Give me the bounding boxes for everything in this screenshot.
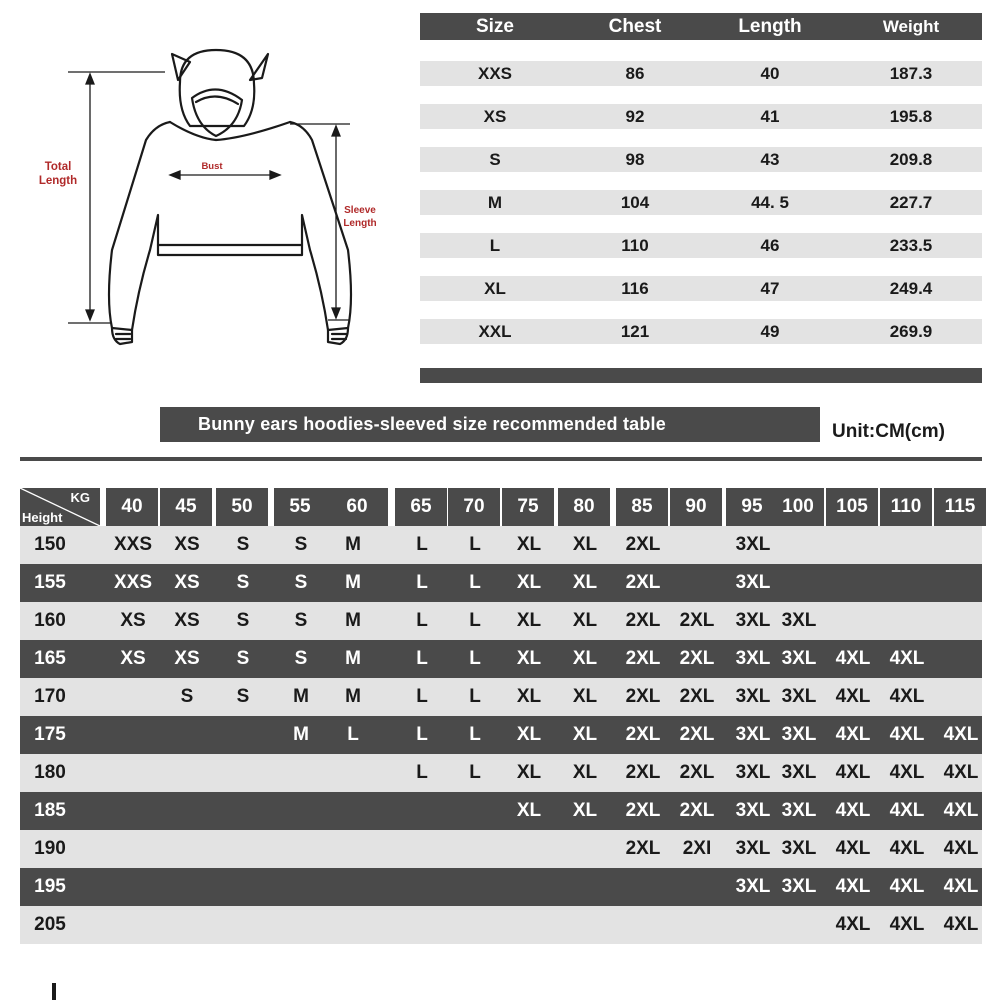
size-recommendation-cell: M [345, 572, 361, 593]
size-cell-length: 49 [760, 321, 780, 341]
size-recommendation-cell: 3XL [781, 762, 817, 783]
size-cell-weight: 227.7 [889, 192, 933, 212]
height-cell: 180 [34, 762, 66, 783]
size-cell-chest: 104 [620, 192, 650, 212]
size-recommendation-cell: 3XL [735, 838, 771, 859]
size-recommendation-cell: XL [516, 800, 542, 821]
size-recommendation-cell: M [345, 610, 361, 631]
size-recommendation-cell: L [469, 648, 481, 669]
size-recommendation-cell: L [416, 534, 428, 555]
height-cell: 190 [34, 838, 66, 859]
size-recommendation-cell: XL [572, 686, 598, 707]
size-recommendation-cell: 4XL [889, 648, 925, 669]
height-cell: 205 [34, 914, 66, 935]
size-recommendation-cell: 2XL [679, 762, 715, 783]
size-recommendation-cell: 3XL [735, 686, 771, 707]
size-recommendation-cell: L [469, 762, 481, 783]
size-recommendation-cell: 3XL [781, 686, 817, 707]
unit-label: Unit:CM(cm) [832, 421, 945, 442]
size-recommendation-cell: L [416, 610, 428, 631]
size-recommendation-cell: XS [174, 534, 200, 555]
size-cell-chest: 121 [620, 321, 650, 341]
size-cell-size: XXL [478, 321, 512, 341]
size-cell-chest: 86 [625, 63, 645, 83]
size-cell-length: 43 [760, 149, 780, 169]
size-recommendation-cell: 4XL [889, 838, 925, 859]
size-recommendation-cell: XL [516, 534, 542, 555]
size-row [420, 319, 982, 344]
weight-header-cell: 100 [772, 488, 824, 526]
height-row [20, 678, 982, 716]
size-recommendation-cell: L [469, 686, 481, 707]
size-table-body [420, 61, 982, 344]
weight-header-cell: 110 [880, 488, 932, 526]
section-divider [20, 457, 982, 461]
size-recommendation-cell: XL [572, 572, 598, 593]
size-recommendation-cell: XL [516, 572, 542, 593]
height-row [20, 792, 982, 830]
size-recommendation-cell: 2XL [625, 610, 661, 631]
size-recommendation-cell: 4XL [943, 800, 979, 821]
size-recommendation-cell: 3XL [781, 610, 817, 631]
hoodie-illustration [20, 40, 400, 360]
size-recommendation-cell: XL [572, 724, 598, 745]
size-recommendation-cell: 4XL [889, 800, 925, 821]
size-recommendation-cell: S [294, 610, 308, 631]
size-recommendation-cell: 4XL [835, 838, 871, 859]
size-recommendation-cell: 4XL [835, 648, 871, 669]
recommendation-banner [160, 407, 820, 442]
size-cell-length: 44. 5 [751, 192, 789, 212]
hoodie-diagram [20, 40, 400, 360]
weight-header-cell: 75 [502, 488, 554, 526]
size-recommendation-cell: 3XL [781, 838, 817, 859]
size-recommendation-cell: 4XL [889, 686, 925, 707]
weight-header-cell: 70 [448, 488, 500, 526]
size-table-footer-bar [420, 368, 982, 383]
size-recommendation-cell: 4XL [889, 876, 925, 897]
size-cell-weight: 249.4 [889, 278, 933, 298]
size-recommendation-cell: L [416, 686, 428, 707]
size-recommendation-cell: 4XL [943, 762, 979, 783]
height-row [20, 868, 982, 906]
size-recommendation-cell: 3XL [735, 610, 771, 631]
banner-title: Bunny ears hoodies-sleeved size recommended table [198, 414, 666, 434]
corner-cell [20, 488, 100, 526]
size-cell-chest: 92 [625, 106, 645, 126]
height-row [20, 602, 982, 640]
size-row [420, 147, 982, 172]
size-recommendation-cell: S [236, 572, 250, 593]
weight-header-cell: 55 [274, 488, 326, 526]
weight-header-cell: 65 [395, 488, 447, 526]
size-recommendation-cell: 2XI [682, 838, 712, 859]
size-recommendation-cell: 2XL [625, 648, 661, 669]
size-recommendation-cell: XL [516, 610, 542, 631]
height-cell: 185 [34, 800, 66, 821]
size-cell-size: M [487, 192, 503, 212]
size-recommendation-cell: 4XL [889, 914, 925, 935]
size-cell-length: 40 [760, 63, 780, 83]
weight-header-cell: 85 [616, 488, 668, 526]
corner-kg-label: KG [70, 490, 90, 505]
size-recommendation-cell: 2XL [679, 686, 715, 707]
size-cell-length: 47 [760, 278, 780, 298]
size-recommendation-cell: XXS [113, 534, 153, 555]
size-recommendation-cell: S [236, 534, 250, 555]
size-recommendation-cell: S [180, 686, 194, 707]
size-cell-size: L [489, 235, 501, 255]
size-recommendation-cell: XL [516, 648, 542, 669]
size-recommendation-cell: 4XL [889, 762, 925, 783]
size-recommendation-cell: XL [572, 648, 598, 669]
size-recommendation-cell: L [347, 724, 359, 745]
size-recommendation-cell: L [469, 610, 481, 631]
size-recommendation-cell: XL [572, 800, 598, 821]
weight-header-cell: 60 [326, 488, 388, 526]
size-cell-weight: 209.8 [889, 149, 933, 169]
size-recommendation-cell: XXS [113, 572, 153, 593]
size-recommendation-cell: 3XL [735, 534, 771, 555]
height-row [20, 754, 982, 792]
size-recommendation-cell: 4XL [835, 800, 871, 821]
height-row [20, 716, 982, 754]
size-recommendation-cell: 4XL [943, 876, 979, 897]
height-cell: 170 [34, 686, 66, 707]
size-recommendation-cell: 3XL [735, 800, 771, 821]
size-recommendation-cell: 4XL [943, 838, 979, 859]
size-recommendation-cell: 3XL [735, 724, 771, 745]
size-recommendation-cell: XS [120, 610, 146, 631]
size-recommendation-cell: L [469, 724, 481, 745]
size-recommendation-cell: XL [572, 762, 598, 783]
size-cell-weight: 195.8 [889, 106, 933, 126]
height-cell: 150 [34, 534, 66, 555]
size-recommendation-cell: S [236, 686, 250, 707]
recommendation-table [20, 488, 982, 944]
height-row [20, 564, 982, 602]
height-row [20, 906, 982, 944]
size-recommendation-cell: XS [120, 648, 146, 669]
size-cell-size: XL [484, 278, 506, 298]
size-row [420, 61, 982, 86]
header-size: Size [475, 15, 515, 37]
size-recommendation-cell: 2XL [679, 800, 715, 821]
height-row [20, 526, 982, 564]
size-cell-size: S [489, 149, 501, 169]
total-length-label: Total Length [38, 161, 78, 188]
size-recommendation-cell: M [293, 724, 309, 745]
size-recommendation-cell: L [416, 572, 428, 593]
size-recommendation-cell: S [294, 534, 308, 555]
size-recommendation-cell: 3XL [781, 800, 817, 821]
size-recommendation-cell: M [345, 648, 361, 669]
size-recommendation-cell: S [236, 610, 250, 631]
size-cell-length: 46 [760, 235, 780, 255]
size-recommendation-cell: XS [174, 572, 200, 593]
size-recommendation-cell: 4XL [835, 762, 871, 783]
size-recommendation-cell: 4XL [943, 914, 979, 935]
recommendation-body [20, 526, 982, 944]
size-cell-chest: 116 [621, 278, 649, 298]
size-recommendation-cell: 3XL [781, 876, 817, 897]
size-row [420, 276, 982, 301]
size-recommendation-cell: 4XL [835, 876, 871, 897]
size-recommendation-cell: 2XL [625, 534, 661, 555]
bust-label: Bust [201, 161, 223, 172]
size-recommendation-cell: S [294, 648, 308, 669]
size-recommendation-cell: 3XL [735, 648, 771, 669]
weight-header-cell: 90 [670, 488, 722, 526]
size-cell-chest: 110 [621, 235, 649, 255]
size-recommendation-cell: 3XL [781, 648, 817, 669]
size-recommendation-cell: L [416, 762, 428, 783]
height-cell: 195 [34, 876, 66, 897]
size-recommendation-cell: 4XL [835, 914, 871, 935]
weight-header-cell: 40 [106, 488, 158, 526]
size-recommendation-cell: 4XL [835, 724, 871, 745]
size-recommendation-cell: M [345, 534, 361, 555]
size-recommendation-cell: 2XL [625, 724, 661, 745]
size-recommendation-cell: L [416, 724, 428, 745]
size-recommendation-cell: 4XL [943, 724, 979, 745]
size-recommendation-cell: XL [516, 762, 542, 783]
weight-header-row [20, 488, 982, 526]
weight-header-cell: 50 [216, 488, 268, 526]
weight-header-cell: 45 [160, 488, 212, 526]
size-recommendation-cell: 2XL [625, 762, 661, 783]
size-recommendation-cell: 3XL [735, 876, 771, 897]
weight-header-cell: 80 [558, 488, 610, 526]
height-cell: 155 [34, 572, 66, 593]
size-recommendation-cell: L [416, 648, 428, 669]
size-recommendation-cell: S [236, 648, 250, 669]
size-cell-size: XXS [477, 63, 513, 83]
height-row [20, 830, 982, 868]
weight-header-cell: 115 [934, 488, 986, 526]
size-recommendation-cell: 2XL [679, 724, 715, 745]
size-recommendation-cell: 3XL [781, 724, 817, 745]
size-recommendation-cell: 2XL [625, 838, 661, 859]
size-recommendation-cell: 4XL [889, 724, 925, 745]
size-cell-weight: 233.5 [889, 235, 933, 255]
size-recommendation-cell: 3XL [735, 572, 771, 593]
height-row [20, 640, 982, 678]
sleeve-length-label: Sleeve Length [343, 205, 377, 229]
size-recommendation-cell: XS [174, 648, 200, 669]
size-cell-weight: 269.9 [889, 321, 933, 341]
size-recommendation-cell: M [345, 686, 361, 707]
size-recommendation-cell: 2XL [625, 800, 661, 821]
height-cell: 165 [34, 648, 66, 669]
size-recommendation-cell: L [469, 534, 481, 555]
height-cell: 175 [34, 724, 66, 745]
size-recommendation-cell: 2XL [679, 648, 715, 669]
size-table [420, 13, 982, 344]
weight-header-cell: 95 [726, 488, 778, 526]
size-recommendation-cell: L [469, 572, 481, 593]
size-recommendation-cell: 2XL [625, 686, 661, 707]
size-recommendation-cell: 3XL [735, 762, 771, 783]
size-recommendation-cell: XS [174, 610, 200, 631]
size-recommendation-cell: XL [572, 534, 598, 555]
size-row [420, 233, 982, 258]
header-weight: Weight [882, 16, 940, 36]
size-cell-length: 41 [760, 106, 780, 126]
size-recommendation-cell: M [293, 686, 309, 707]
size-row [420, 190, 982, 215]
size-cell-size: XS [483, 106, 507, 126]
header-chest: Chest [608, 15, 662, 37]
size-row [420, 104, 982, 129]
bottom-edge-mark [52, 983, 56, 1000]
header-length: Length [738, 15, 802, 37]
size-recommendation-cell: XL [516, 724, 542, 745]
size-cell-weight: 187.3 [889, 63, 933, 83]
corner-height-label: Height [22, 510, 63, 525]
size-table-header [420, 13, 982, 40]
size-recommendation-cell: 2XL [625, 572, 661, 593]
size-recommendation-cell: S [294, 572, 308, 593]
size-cell-chest: 98 [625, 149, 645, 169]
weight-header-cell: 105 [826, 488, 878, 526]
height-cell: 160 [34, 610, 66, 631]
size-recommendation-cell: 2XL [679, 610, 715, 631]
size-recommendation-cell: XL [572, 610, 598, 631]
size-recommendation-cell: 4XL [835, 686, 871, 707]
size-recommendation-cell: XL [516, 686, 542, 707]
